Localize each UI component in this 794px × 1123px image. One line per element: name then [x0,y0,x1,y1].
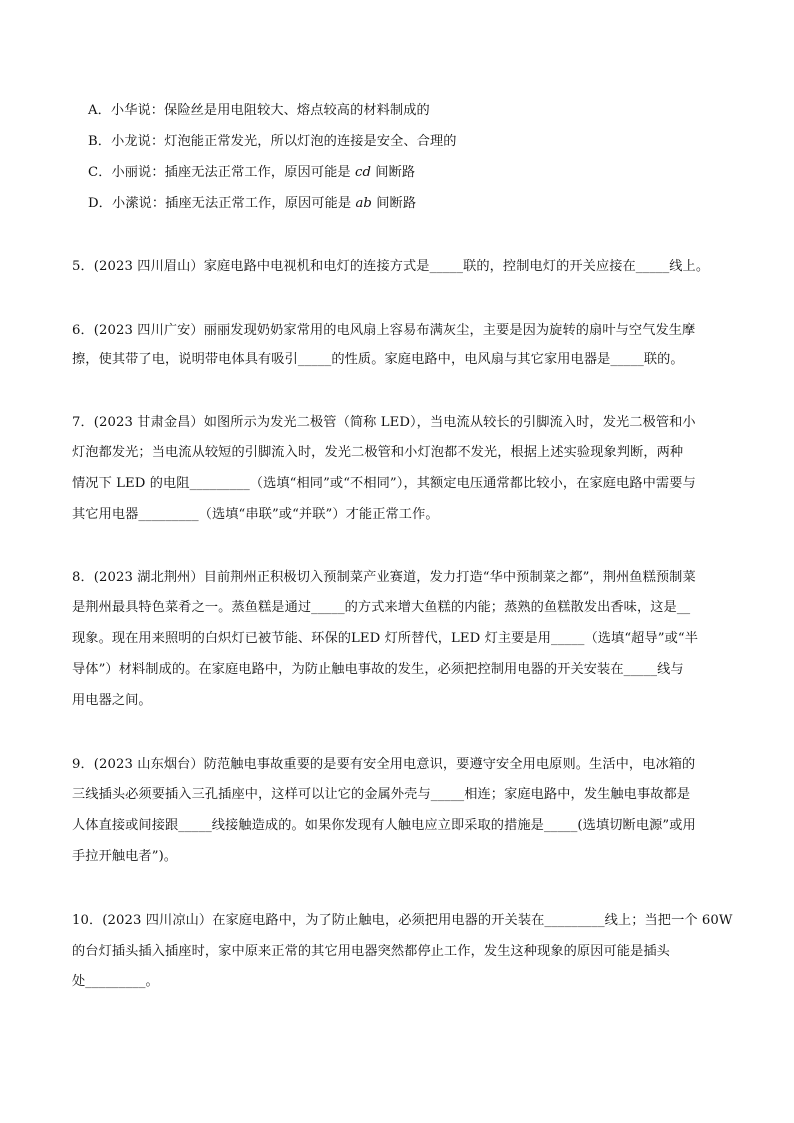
question-7-line-1: 7．(2023 甘肃金昌）如图所示为发光二极管（简称 LED），当电流从较长的引脚流入时，发光二极管和小 [72,415,696,430]
question-7-line-4: 其它用电器_________（选填“串联”或“并联”）才能正常工作。 [72,507,439,522]
option-a [88,101,430,121]
question-5-line-1: 5．(2023 四川眉山）家庭电路中电视机和电灯的连接方式是_____联的，控制电灯的开关应接在_____线上。 [72,259,710,274]
option-c-text-end: 间断路 [370,165,416,180]
option-d-variable: ab [355,196,372,211]
question-7-line-3: 情况下 LED 的电阻_________（选填“相同”或“不相同”），其额定电压通常都比较小，在家庭电路中需要与 [72,476,696,491]
option-d-text: D．小潆说：插座无法正常工作，原因可能是 [88,196,356,211]
question-9-line-4: 手拉开触电者”)。 [72,849,178,864]
question-8-line-2: 是荆州最具特色菜肴之一。蒸鱼糕是通过_____的方式来增大鱼糕的内能；蒸熟的鱼糕散发出香味，这是__ [72,600,691,615]
option-c [88,163,415,183]
option-d [88,194,416,214]
question-8-line-3: 现象。现在用来照明的白炽灯已被节能、环保的LED 灯所替代，LED 灯主要是用_____（选填“超导”或“半 [72,631,699,646]
option-b [88,132,457,152]
question-8-line-4: 导体”）材料制成的。在家庭电路中，为防止触电事故的发生，必须把控制用电器的开关安装在_____线与 [72,662,684,677]
option-c-variable: cd [354,165,371,180]
question-9-line-1: 9．(2023 山东烟台）防范触电事故重要的是要有安全用电意识，要遵守安全用电原则。生活中，电冰箱的 [72,757,696,772]
option-d-text-end: 间断路 [371,196,417,211]
question-10-line-3: 处_________。 [72,974,159,989]
option-c-text: C．小丽说：插座无法正常工作，原因可能是 [88,165,355,180]
question-7-line-2: 灯泡都发光；当电流从较短的引脚流入时，发光二极管和小灯泡都不发光，根据上述实验现象判断，两种 [72,445,684,460]
option-b-text: B．小龙说：灯泡能正常发光，所以灯泡的连接是安全、合理的 [88,134,457,149]
question-6-line-2: 擦，使其带了电，说明带电体具有吸引_____的性质。家庭电路中，电风扇与其它家用电器是_____联的。 [72,352,684,367]
question-9-line-2: 三线插头必须要插入三孔插座中，这样可以让它的金属外壳与_____相连；家庭电路中，发生触电事故都是 [72,787,691,802]
question-8-line-5: 用电器之间。 [72,693,152,708]
question-10-line-2: 的台灯插头插入插座时，家中原来正常的其它用电器突然都停止工作，发生这种现象的原因可能是插头 [72,944,670,959]
option-a-text: A．小华说：保险丝是用电阻较大、熔点较高的材料制成的 [88,103,430,118]
question-8-line-1: 8．(2023 湖北荆州）目前荆州正积极切入预制菜产业赛道，发力打造“华中预制菜之都”，荆州鱼糕预制菜 [72,570,696,585]
question-9-line-3: 人体直接或间接跟_____线接触造成的。如果你发现有人触电应立即采取的措施是_____(选填切断电源”或用 [72,818,696,833]
question-10-line-1: 10．(2023 四川凉山）在家庭电路中，为了防止触电，必须把用电器的开关装在_________线上；当把一个 60W [72,913,733,928]
question-6-line-1: 6．(2023 四川广安）丽丽发现奶奶家常用的电风扇上容易布满灰尘，主要是因为旋转的扇叶与空气发生摩 [72,323,696,338]
